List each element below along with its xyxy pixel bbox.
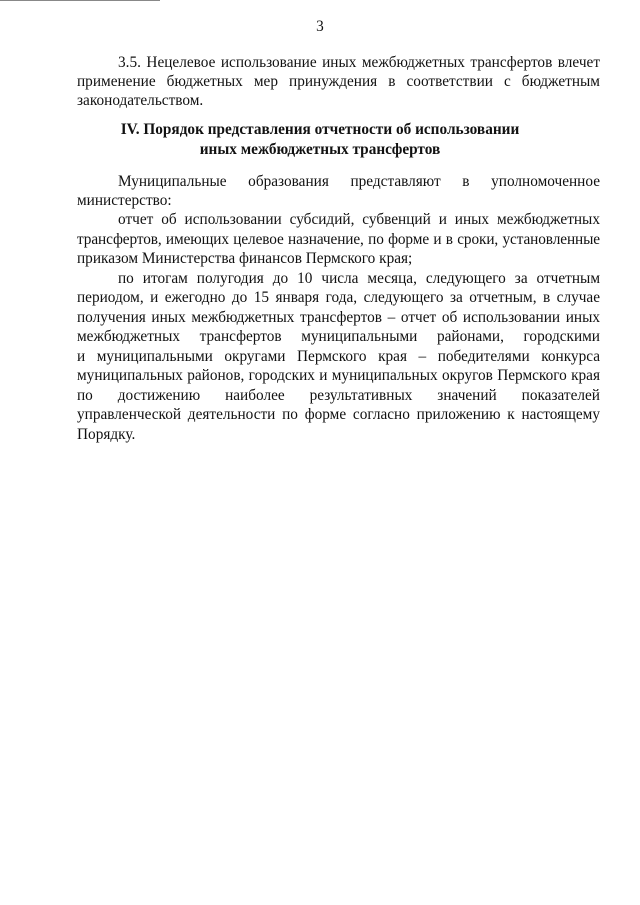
text-line: и муниципальными округами Пермского края – победителями конкурса bbox=[77, 348, 600, 365]
text-line: приказом Министерства финансов Пермского края; bbox=[77, 250, 413, 267]
text-line: муниципальных районов, городских и муниципальных округов Пермского края bbox=[77, 367, 600, 384]
text-line: Порядку. bbox=[77, 426, 136, 443]
text-line: отчет об использовании субсидий, субвенций и иных межбюджетных bbox=[118, 211, 600, 228]
scan-edge-line bbox=[0, 0, 160, 1]
text-line: периодом, и ежегодно до 15 января года, следующего за отчетным, в случае bbox=[77, 289, 600, 306]
text-line: по итогам полугодия до 10 числа месяца, следующего за отчетным bbox=[118, 270, 600, 287]
text-line: межбюджетных трансфертов муниципальными районами, городскими bbox=[77, 328, 600, 345]
text-line: министерство: bbox=[77, 192, 172, 209]
text-line: применение бюджетных мер принуждения в соответствии с бюджетным bbox=[77, 73, 600, 90]
text-line: 3.5. Нецелевое использование иных межбюджетных трансфертов влечет bbox=[118, 54, 600, 71]
text-line: трансфертов, имеющих целевое назначение, по форме и в сроки, установленные bbox=[77, 231, 600, 248]
heading-line: IV. Порядок представления отчетности об использовании bbox=[120, 121, 520, 138]
text-line: законодательством. bbox=[77, 92, 204, 109]
page-number: 3 bbox=[316, 18, 324, 35]
heading-line: иных межбюджетных трансфертов bbox=[199, 141, 441, 158]
text-line: получения иных межбюджетных трансфертов – отчет об использовании иных bbox=[77, 309, 600, 326]
text-line: Муниципальные образования представляют в уполномоченное bbox=[118, 173, 600, 190]
text-line: управленческой деятельности по форме согласно приложению к настоящему bbox=[77, 406, 600, 423]
text-line: по достижению наиболее результативных значений показателей bbox=[77, 387, 600, 404]
